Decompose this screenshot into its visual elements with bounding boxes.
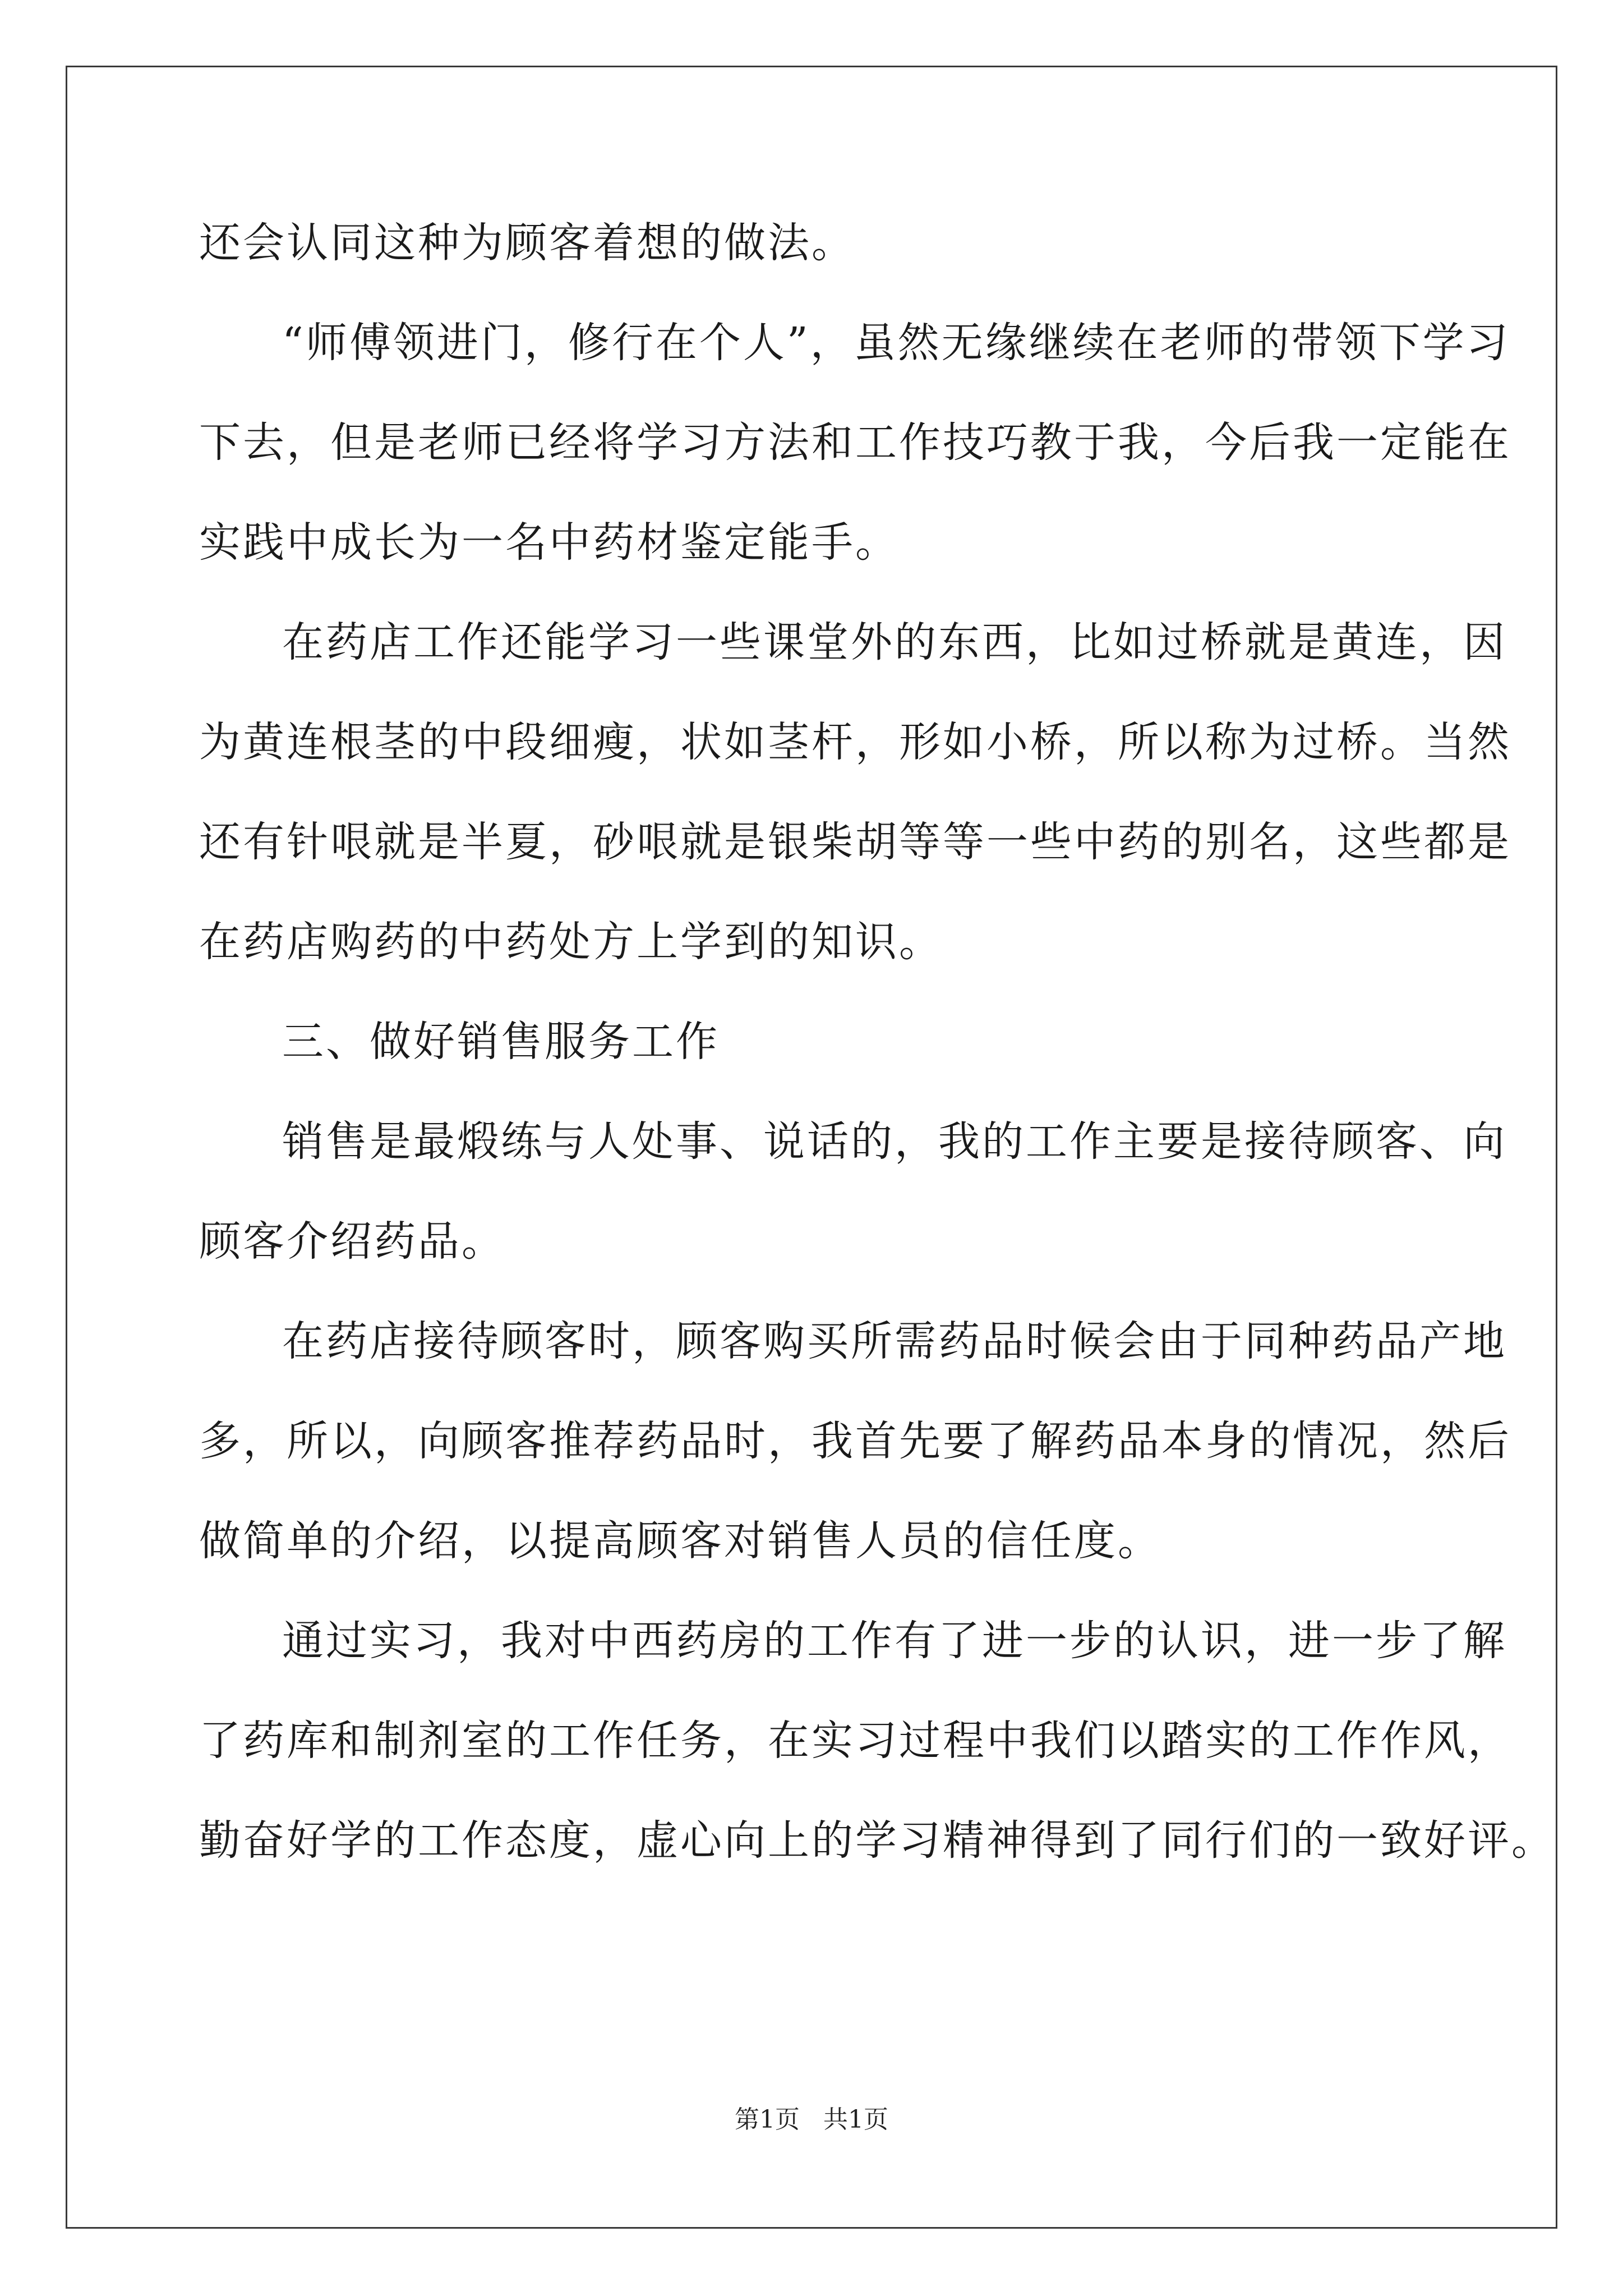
text-line: 多，所以，向顾客推荐药品时，我首先要了解药品本身的情况，然后	[199, 1417, 1511, 1465]
text-line: 了药库和制剂室的工作任务，在实习过程中我们以踏实的工作作风，	[199, 1717, 1511, 1765]
text-line: 勤奋好学的工作态度，虚心向上的学习精神得到了同行们的一致好评。	[199, 1816, 1555, 1865]
text-line: 在药店接待顾客时，顾客购买所需药品时候会由于同种药品产地	[282, 1317, 1507, 1365]
text-line: 为黄连根茎的中段细瘦，状如茎杆，形如小桥，所以称为过桥。当然	[199, 718, 1511, 766]
text-line: 还会认同这种为顾客着想的做法。	[199, 219, 855, 267]
page-footer: 第1页 共1页	[735, 2105, 888, 2134]
section-heading: 三、做好销售服务工作	[282, 1018, 720, 1066]
text-line: 通过实习，我对中西药房的工作有了进一步的认识，进一步了解	[282, 1617, 1507, 1665]
text-line: 下去，但是老师已经将学习方法和工作技巧教于我，今后我一定能在	[199, 418, 1511, 467]
text-line: 在药店工作还能学习一些课堂外的东西，比如过桥就是黄连，因	[282, 618, 1507, 666]
text-line: 顾客介绍药品。	[199, 1217, 505, 1266]
text-line: 还有针哏就是半夏，砂哏就是银柴胡等等一些中药的别名，这些都是	[199, 818, 1511, 866]
text-line: 销售是最煅练与人处事、说话的，我的工作主要是接待顾客、向	[282, 1117, 1507, 1166]
text-line: 做简单的介绍，以提高顾客对销售人员的信任度。	[199, 1517, 1161, 1565]
text-line: 实践中成长为一名中药材鉴定能手。	[199, 518, 899, 567]
text-line: “师傅领进门，修行在个人”，虽然无缘继续在老师的带领下学习	[282, 319, 1510, 367]
text-line: 在药店购药的中药处方上学到的知识。	[199, 918, 943, 966]
